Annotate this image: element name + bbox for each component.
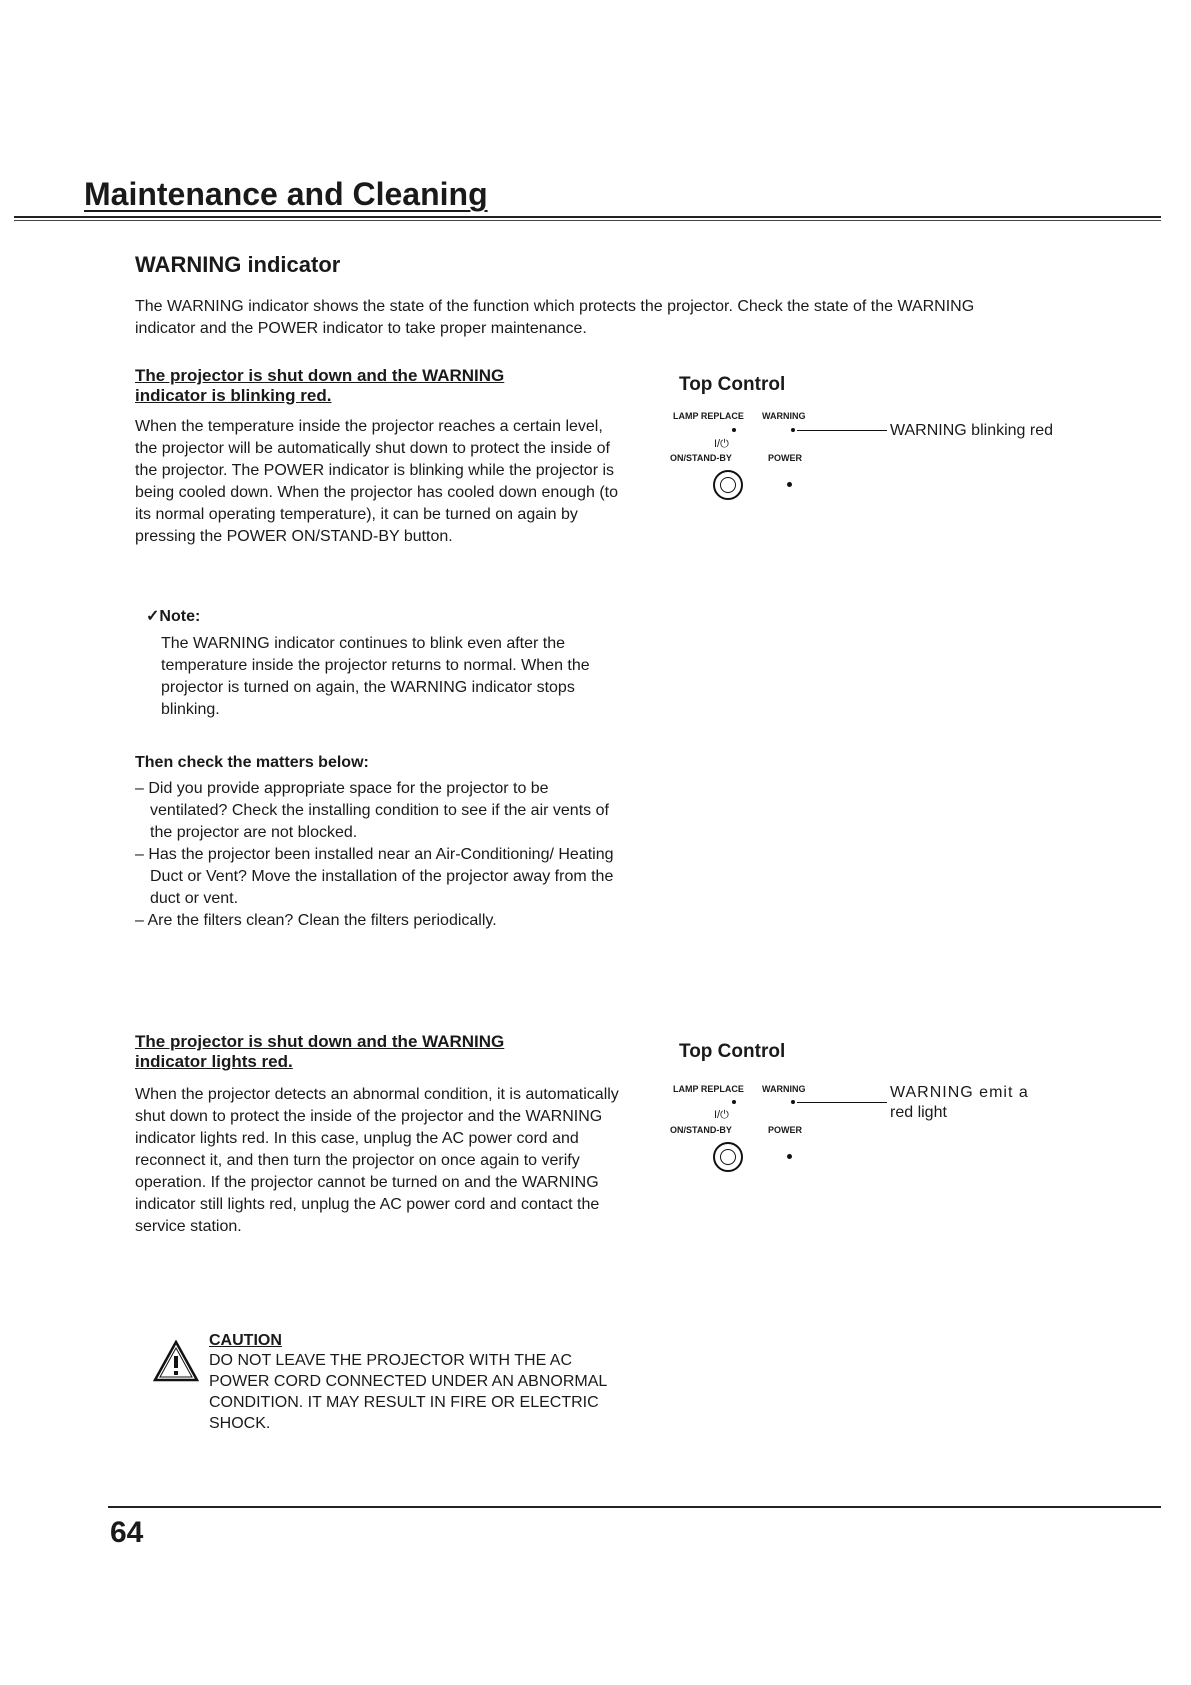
page-number: 64 [110,1516,144,1549]
callout-leader [797,1102,887,1103]
list-item: – Are the filters clean? Clean the filters periodically. [135,912,497,929]
top-control-diagram-1 [670,408,1070,508]
lamp-replace-label: LAMP REPLACE [673,411,744,421]
warning-callout: WARNING blinking red [890,422,1054,439]
check-title: Then check the matters below: [135,754,369,771]
section-intro: The WARNING indicator shows the state of the function which protects the projector. Check the state of the WARNING indicator and the POWER indicator to take proper maintenance. [135,298,975,337]
power-symbol: I/⏻ [714,438,729,450]
header-rule [14,216,1161,218]
power-label: POWER [768,453,803,463]
page-title: Maintenance and Cleaning [84,176,488,212]
callout-leader [797,430,887,431]
caution-body: DO NOT LEAVE THE PROJECTOR WITH THE AC POWER CORD CONNECTED UNDER AN ABNORMAL CONDITION. IT MAY RESULT IN FIRE OR ELECTRIC SHOCK. [209,1352,607,1432]
note-body: The WARNING indicator continues to blink even after the temperature inside the projector returns to normal. When the projector is turned on again, the WARNING indicator stops blinking. [161,635,590,718]
lamp-replace-indicator [732,428,736,432]
top-control-title-1: Top Control [679,374,786,395]
header-rule-thin [14,220,1161,221]
note-title: ✓Note: [146,608,201,625]
case1-heading [135,366,595,406]
case2-body: When the projector detects an abnormal condition, it is automatically shut down to protect the inside of the projector and the WARNING indicator lights red. In this case, unplug the AC power cord and reconnect it, and then turn the projector on once again to verify operation. If the projector cannot be turned on and the WARNING indicator still lights red, unplug the AC power cord and contact the service station. [135,1086,619,1235]
case2-heading [135,1032,605,1072]
power-indicator [787,482,792,487]
footer-rule [108,1506,1161,1508]
power-indicator [787,1154,792,1159]
case1-body: When the temperature inside the projector reaches a certain level, the projector will be automatically shut down to protect the inside of the projector. The POWER indicator is blinking while the projector is being cooled down. When the projector has cooled down enough (to its normal operating temperature), it can be turned on again by pressing the POWER ON/STAND-BY button. [135,418,618,545]
caution-title: CAUTION [209,1332,282,1349]
list-item: – Did you provide appropriate space for the projector to be ventilated? Check the installing condition to see if the air vents of the projector are not blocked. [135,780,609,841]
lamp-replace-indicator [732,1100,736,1104]
power-button-icon [713,1142,743,1172]
warning-indicator [791,1100,795,1104]
power-label: POWER [768,1125,803,1135]
check-list [135,778,625,932]
case1-heading-line2: indicator is blinking red. [135,386,332,405]
warning-callout-line2: red light [890,1104,947,1121]
on-standby-label: ON/STAND-BY [670,453,732,463]
power-button-icon [713,470,743,500]
warning-label: WARNING [762,411,806,421]
power-symbol: I/⏻ [714,1109,729,1121]
list-item: – Has the projector been installed near an Air-Conditioning/ Heating Duct or Vent? Move the installation of the projector away from the duct or vent. [135,846,614,907]
caution-warning-icon [153,1340,199,1382]
warning-indicator [791,428,795,432]
lamp-replace-label: LAMP REPLACE [673,1084,744,1094]
case2-heading-line2: indicator lights red. [135,1052,293,1071]
warning-callout-line1: WARNING emit a [890,1084,1029,1101]
warning-label: WARNING [762,1084,806,1094]
top-control-diagram-2 [670,1081,1070,1181]
case1-heading-line1: The projector is shut down and the WARNING [135,366,505,385]
section-heading: WARNING indicator [135,252,341,277]
case2-heading-line1: The projector is shut down and the WARNING [135,1032,505,1051]
on-standby-label: ON/STAND-BY [670,1125,732,1135]
top-control-title-2: Top Control [679,1041,786,1062]
